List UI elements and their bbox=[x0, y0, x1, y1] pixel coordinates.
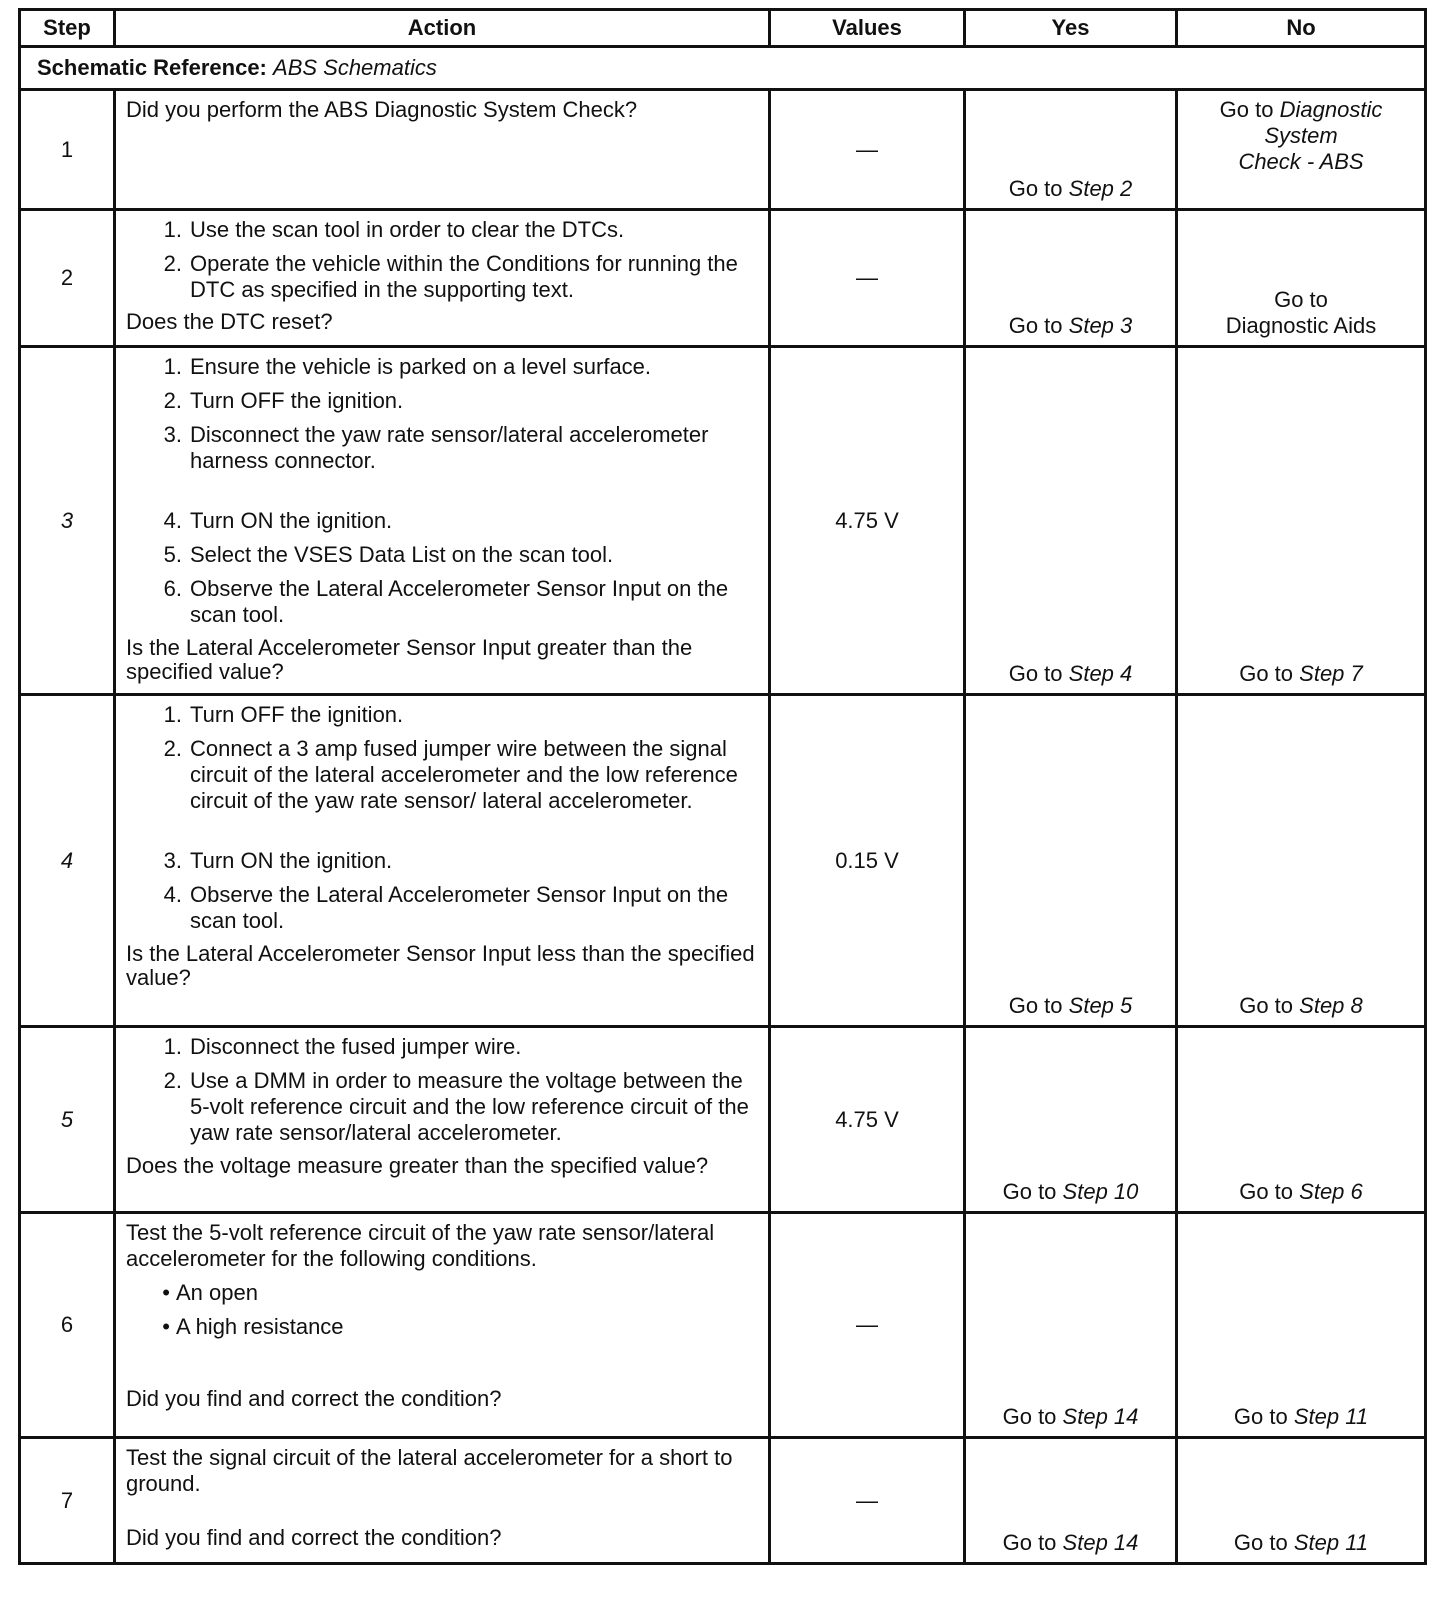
value-cell: 4.75 V bbox=[770, 1027, 965, 1213]
no-step-link[interactable]: Step 6 bbox=[1299, 1179, 1363, 1204]
list-item: • An open bbox=[162, 1280, 258, 1305]
go-to-label: Go to bbox=[1233, 1530, 1288, 1555]
action-step: 1. Turn OFF the ignition. bbox=[163, 702, 404, 727]
yes-cell bbox=[965, 1213, 1177, 1438]
value-cell: — bbox=[770, 1213, 965, 1438]
list-item: • A high resistance bbox=[162, 1314, 344, 1339]
schematic-value: ABS Schematics bbox=[273, 55, 437, 80]
no-link-line2[interactable]: System bbox=[1264, 123, 1338, 148]
no-link-line1[interactable]: Diagnostic bbox=[1279, 97, 1383, 122]
yes-step-link[interactable]: Step 10 bbox=[1062, 1179, 1139, 1204]
value-cell: — bbox=[770, 90, 965, 210]
yes-cell bbox=[965, 695, 1177, 1027]
table-row bbox=[20, 1027, 1426, 1213]
no-step-link[interactable]: Step 8 bbox=[1299, 993, 1363, 1018]
yes-cell bbox=[965, 347, 1177, 695]
step-number: 3 bbox=[20, 347, 115, 695]
step-number: 2 bbox=[20, 210, 115, 347]
action-question: Does the voltage measure greater than the specified value? bbox=[126, 1153, 709, 1178]
no-step-link[interactable]: Step 11 bbox=[1293, 1530, 1369, 1555]
action-question: Is the Lateral Accelerometer Sensor Input less than the specified value? bbox=[126, 941, 755, 990]
go-to-label: Go to bbox=[1239, 993, 1294, 1018]
go-to-label: Go to bbox=[1008, 313, 1063, 338]
no-step-link[interactable]: Step 11 bbox=[1293, 1404, 1369, 1429]
yes-cell bbox=[965, 1438, 1177, 1564]
go-to-label: Go to bbox=[1274, 287, 1328, 312]
go-to-label: Go to bbox=[1002, 1179, 1057, 1204]
table-row bbox=[20, 1213, 1426, 1438]
action-step: 2. Connect a 3 amp fused jumper wire between the signal circuit of the lateral accelerometer and the low reference circuit of the yaw rate sensor/ lateral accelerometer. bbox=[163, 736, 738, 813]
action-step: 1. Disconnect the fused jumper wire. bbox=[163, 1034, 522, 1059]
go-to-label: Go to bbox=[1239, 661, 1294, 686]
action-question: Did you find and correct the condition? bbox=[126, 1386, 502, 1411]
action-step: 2. Use a DMM in order to measure the voltage between the 5-volt reference circuit and the low reference circuit of the yaw rate sensor/lateral accelerometer. bbox=[163, 1068, 749, 1145]
table-row bbox=[20, 347, 1426, 695]
yes-cell bbox=[965, 210, 1177, 347]
go-to-label: Go to bbox=[1008, 176, 1063, 201]
action-step: 2. Operate the vehicle within the Conditions for running the DTC as specified in the supporting text. bbox=[163, 251, 738, 302]
no-cell bbox=[1177, 210, 1426, 347]
action-cell bbox=[115, 210, 770, 347]
action-text: Did you perform the ABS Diagnostic System Check? bbox=[126, 97, 638, 122]
action-cell bbox=[115, 347, 770, 695]
no-cell bbox=[1177, 347, 1426, 695]
value-cell: — bbox=[770, 1438, 965, 1564]
action-step: 3. Turn ON the ignition. bbox=[163, 848, 393, 873]
action-step: 5. Select the VSES Data List on the scan tool. bbox=[163, 542, 614, 567]
action-step: 1. Ensure the vehicle is parked on a level surface. bbox=[163, 354, 652, 379]
table-row bbox=[20, 210, 1426, 347]
go-to-label: Go to bbox=[1002, 1404, 1057, 1429]
action-step: 2. Turn OFF the ignition. bbox=[163, 388, 404, 413]
value-cell: 0.15 V bbox=[770, 695, 965, 1027]
go-to-label: Go to bbox=[1008, 993, 1063, 1018]
value-cell: 4.75 V bbox=[770, 347, 965, 695]
diagnostic-table-container bbox=[18, 8, 1424, 1565]
action-intro: Test the 5-volt reference circuit of the yaw rate sensor/lateral accelerometer for the following conditions. bbox=[126, 1220, 715, 1271]
no-link-line3[interactable]: Check - ABS bbox=[1238, 149, 1364, 174]
action-steps bbox=[126, 217, 758, 303]
go-to-label: Go to bbox=[1239, 1179, 1294, 1204]
action-steps bbox=[126, 702, 758, 934]
action-step: 1. Use the scan tool in order to clear the DTCs. bbox=[163, 217, 625, 242]
go-to-label: Go to bbox=[1233, 1404, 1288, 1429]
yes-step-link[interactable]: Step 4 bbox=[1068, 661, 1133, 686]
yes-cell bbox=[965, 90, 1177, 210]
action-cell bbox=[115, 1027, 770, 1213]
step-number: 7 bbox=[20, 1438, 115, 1564]
action-cell bbox=[115, 90, 770, 210]
table-row bbox=[20, 90, 1426, 210]
diagnostic-table bbox=[18, 8, 1427, 1565]
action-cell bbox=[115, 1438, 770, 1564]
go-to-label: Go to bbox=[1008, 661, 1063, 686]
action-cell bbox=[115, 695, 770, 1027]
action-steps bbox=[126, 1034, 758, 1146]
action-step: 6. Observe the Lateral Accelerometer Sensor Input on the scan tool. bbox=[163, 576, 729, 627]
no-cell bbox=[1177, 1213, 1426, 1438]
header-row bbox=[20, 10, 1426, 47]
yes-step-link[interactable]: Step 14 bbox=[1062, 1530, 1139, 1555]
no-cell bbox=[1177, 90, 1426, 210]
action-steps bbox=[126, 354, 758, 628]
action-step: 3. Disconnect the yaw rate sensor/lateral accelerometer harness connector. bbox=[163, 422, 709, 473]
step-number: 1 bbox=[20, 90, 115, 210]
action-step: 4. Observe the Lateral Accelerometer Sensor Input on the scan tool. bbox=[163, 882, 729, 933]
no-link[interactable]: Diagnostic Aids bbox=[1225, 313, 1377, 338]
header-yes: Yes bbox=[965, 10, 1177, 47]
action-cell bbox=[115, 1213, 770, 1438]
action-intro: Test the signal circuit of the lateral accelerometer for a short to ground. bbox=[126, 1445, 733, 1496]
table-row bbox=[20, 695, 1426, 1027]
header-step: Step bbox=[20, 10, 115, 47]
no-step-link[interactable]: Step 7 bbox=[1299, 661, 1363, 686]
table-row bbox=[20, 1438, 1426, 1564]
yes-step-link[interactable]: Step 14 bbox=[1062, 1404, 1139, 1429]
schematic-reference bbox=[20, 47, 1426, 90]
header-values: Values bbox=[770, 10, 965, 47]
no-cell bbox=[1177, 1438, 1426, 1564]
schematic-label: Schematic Reference: bbox=[37, 55, 267, 80]
action-question: Is the Lateral Accelerometer Sensor Input greater than the specified value? bbox=[126, 635, 693, 684]
yes-step-link[interactable]: Step 3 bbox=[1068, 313, 1133, 338]
yes-cell bbox=[965, 1027, 1177, 1213]
yes-step-link[interactable]: Step 2 bbox=[1068, 176, 1133, 201]
go-to-label: Go to bbox=[1219, 97, 1274, 122]
step-number: 4 bbox=[20, 695, 115, 1027]
action-step: 4. Turn ON the ignition. bbox=[163, 508, 393, 533]
go-to-label: Go to bbox=[1002, 1530, 1057, 1555]
step-number: 5 bbox=[20, 1027, 115, 1213]
schematic-reference-row bbox=[20, 47, 1426, 90]
step-number: 6 bbox=[20, 1213, 115, 1438]
header-action: Action bbox=[115, 10, 770, 47]
action-question: Did you find and correct the condition? bbox=[126, 1525, 502, 1550]
value-cell: — bbox=[770, 210, 965, 347]
no-cell bbox=[1177, 1027, 1426, 1213]
no-cell bbox=[1177, 695, 1426, 1027]
condition-list bbox=[126, 1280, 758, 1340]
action-question: Does the DTC reset? bbox=[126, 309, 333, 334]
yes-step-link[interactable]: Step 5 bbox=[1068, 993, 1133, 1018]
header-no: No bbox=[1177, 10, 1426, 47]
